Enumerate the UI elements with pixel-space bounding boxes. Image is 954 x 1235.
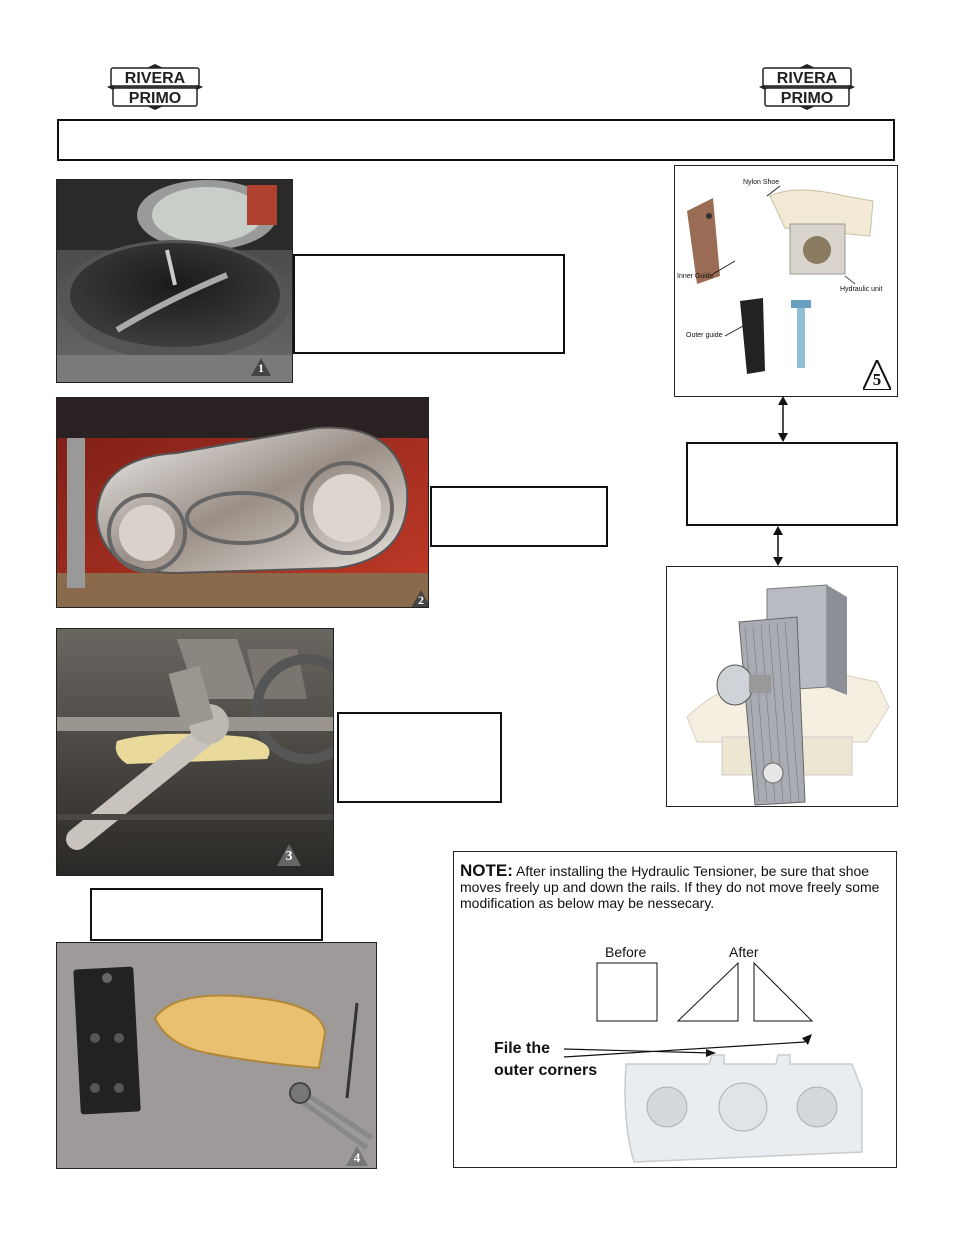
rivera-primo-logo-left: [105, 62, 205, 112]
label-nylon-shoe: Nylon Shoe: [743, 179, 780, 186]
photo-ratchet-tensioner: [56, 628, 334, 876]
badge-5: 5: [863, 360, 891, 390]
photo-oil-drain: [56, 179, 293, 383]
logo-text-line1: RIVERA: [124, 70, 186, 87]
badge-3: 3: [277, 844, 301, 866]
caption-box-4: [90, 888, 323, 941]
file-instruction-line1: File the: [494, 1040, 551, 1057]
note-box: [453, 851, 897, 1168]
note-label: NOTE:: [460, 861, 513, 880]
photo-primary-cover: [56, 397, 429, 608]
after-label: After: [729, 944, 759, 960]
label-inner-guide: Inner Guide: [677, 273, 714, 280]
badge-4: 4: [346, 1146, 368, 1166]
file-instruction-line2: outer corners: [494, 1062, 598, 1079]
badge-2: 2: [411, 590, 429, 608]
badge-1: 1: [251, 358, 271, 376]
photo-stock-parts: [56, 942, 377, 1169]
title-box: [57, 119, 895, 161]
caption-box-1: [293, 254, 565, 354]
before-label: Before: [605, 944, 647, 960]
rivera-primo-logo-right: [757, 62, 857, 112]
shape-diagrams: [454, 852, 898, 1169]
photo-assembled-tensioner: [666, 566, 898, 807]
caption-box-5: [686, 442, 898, 526]
label-outer-guide: Outer guide: [686, 332, 723, 339]
label-hydraulic-unit: Hydraulic unit: [840, 286, 883, 293]
photo-new-parts: [674, 165, 898, 397]
caption-box-2: [430, 486, 608, 547]
caption-box-3: [337, 712, 502, 803]
logo-text-line1: RIVERA: [776, 70, 838, 87]
logo-text-line2: PRIMO: [128, 90, 182, 107]
note-text: After installing the Hydraulic Tensioner, be sure that shoe moves freely up and down the rails. If they do not move freely some modification as below may be nessecary.: [460, 863, 880, 911]
logo-text-line2: PRIMO: [780, 90, 834, 107]
